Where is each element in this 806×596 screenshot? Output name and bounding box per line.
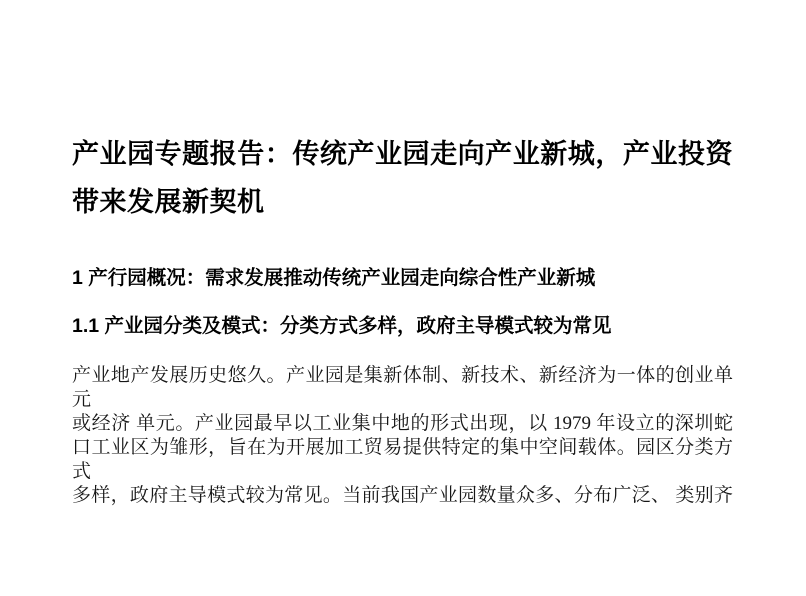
body-paragraph [72,364,733,508]
report-title-line-1: 产业园专题报告：传统产业园走向产业新城，产业投资 [72,139,733,169]
section-heading-1: 1 产行园概况：需求发展推动传统产业园走向综合性产业新城 [72,267,596,289]
paragraph-line: 口工业区为雏形，旨在为开展加工贸易提供特定的集中空间载体。园区分类方式 [72,437,733,482]
paragraph-line: 或经济 单元。产业园最早以工业集中地的形式出现，以 1979 年设立的深圳蛇 [72,413,733,434]
report-title-line-2: 带来发展新契机 [72,187,265,217]
paragraph-line: 多样，政府主导模式较为常见。当前我国产业园数量众多、分布广泛、 类别齐 [72,485,733,506]
section-heading-1-1: 1.1 产业园分类及模式：分类方式多样，政府主导模式较为常见 [72,315,612,337]
report-title [72,130,733,226]
paragraph-line: 产业地产发展历史悠久。产业园是集新体制、新技术、新经济为一体的创业单元 [72,365,733,410]
document-page [0,130,806,596]
